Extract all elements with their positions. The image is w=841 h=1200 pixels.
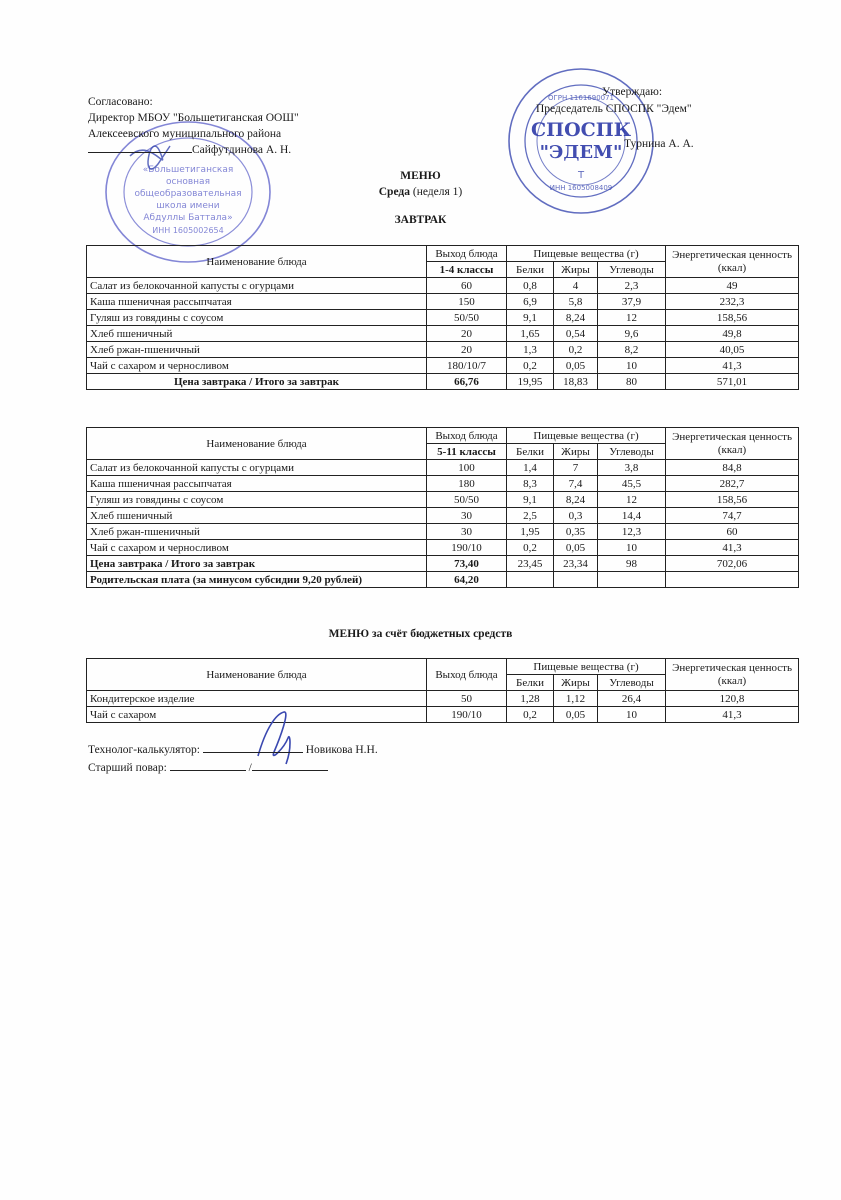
breakfast-table-5-11 xyxy=(86,427,799,588)
header-proteins: Белки xyxy=(507,262,554,278)
dish-proteins: 0,2 xyxy=(507,707,554,723)
dish-output: 60 xyxy=(427,278,507,294)
table-row xyxy=(87,524,799,540)
dish-proteins: 1,3 xyxy=(507,342,554,358)
header-nutrients: Пищевые вещества (г) xyxy=(507,659,666,675)
dish-name: Чай с сахаром и черносливом xyxy=(87,540,427,556)
dish-carbs: 37,9 xyxy=(598,294,666,310)
dish-carbs: 3,8 xyxy=(598,460,666,476)
header-energy: Энергетическая ценность (ккал) xyxy=(666,428,799,460)
menu-day xyxy=(0,186,841,198)
dish-fats: 7,4 xyxy=(554,476,598,492)
total-energy: 571,01 xyxy=(666,374,799,390)
svg-text:СПОСПК: СПОСПК xyxy=(531,119,631,141)
approval-right-position: Председатель СПОСПК "Эдем" xyxy=(536,103,692,115)
cook-separator: / xyxy=(248,762,252,774)
class-label: 1-4 классы xyxy=(427,262,507,278)
dish-name: Гуляш из говядины с соусом xyxy=(87,310,427,326)
table-row xyxy=(87,310,799,326)
header-output: Выход блюда xyxy=(427,428,507,444)
cook-sign-line-2 xyxy=(252,770,328,771)
dish-carbs: 45,5 xyxy=(598,476,666,492)
dish-name: Каша пшеничная рассыпчатая xyxy=(87,294,427,310)
svg-text:"ЭДЕМ": "ЭДЕМ" xyxy=(539,142,623,163)
parent-fee-value: 64,20 xyxy=(427,572,507,588)
header-nutrients: Пищевые вещества (г) xyxy=(507,246,666,262)
header-dish: Наименование блюда xyxy=(87,246,427,278)
dish-carbs: 12 xyxy=(598,492,666,508)
dish-output: 20 xyxy=(427,326,507,342)
dish-fats: 7 xyxy=(554,460,598,476)
dish-name: Хлеб ржан-пшеничный xyxy=(87,342,427,358)
total-row xyxy=(87,556,799,572)
header-dish: Наименование блюда xyxy=(87,659,427,691)
dish-fats: 0,05 xyxy=(554,540,598,556)
technologist-sign-line xyxy=(203,752,303,753)
dish-proteins: 1,4 xyxy=(507,460,554,476)
header-fats: Жиры xyxy=(554,675,598,691)
dish-energy: 41,3 xyxy=(666,707,799,723)
dish-name: Хлеб пшеничный xyxy=(87,508,427,524)
approval-left-signature-line xyxy=(88,142,299,158)
dish-fats: 0,54 xyxy=(554,326,598,342)
dish-energy: 158,56 xyxy=(666,492,799,508)
approval-left-position: Директор МБОУ "Большетиганская ООШ" xyxy=(88,112,299,124)
total-carbs: 80 xyxy=(598,374,666,390)
dish-output: 180 xyxy=(427,476,507,492)
dish-name: Хлеб ржан-пшеничный xyxy=(87,524,427,540)
dish-fats: 0,05 xyxy=(554,707,598,723)
dish-output: 50/50 xyxy=(427,492,507,508)
empty-cell xyxy=(554,572,598,588)
svg-text:ИНН 1605002654: ИНН 1605002654 xyxy=(152,226,224,235)
dish-carbs: 10 xyxy=(598,707,666,723)
dish-carbs: 14,4 xyxy=(598,508,666,524)
dish-fats: 0,05 xyxy=(554,358,598,374)
empty-cell xyxy=(507,572,554,588)
approval-right-name: Турнина А. А. xyxy=(624,138,694,150)
dish-energy: 120,8 xyxy=(666,691,799,707)
dish-output: 30 xyxy=(427,508,507,524)
cook-label: Старший повар: xyxy=(88,762,167,774)
dish-carbs: 12,3 xyxy=(598,524,666,540)
dish-fats: 1,12 xyxy=(554,691,598,707)
dish-carbs: 26,4 xyxy=(598,691,666,707)
dish-carbs: 8,2 xyxy=(598,342,666,358)
dish-proteins: 9,1 xyxy=(507,310,554,326)
dish-output: 190/10 xyxy=(427,707,507,723)
dish-output: 100 xyxy=(427,460,507,476)
table-row xyxy=(87,476,799,492)
menu-title: МЕНЮ xyxy=(400,170,441,182)
dish-output: 50 xyxy=(427,691,507,707)
header-proteins: Белки xyxy=(507,675,554,691)
header-output: Выход блюда xyxy=(427,659,507,691)
dish-energy: 41,3 xyxy=(666,540,799,556)
total-energy: 702,06 xyxy=(666,556,799,572)
approval-right-label: Утверждаю: xyxy=(602,86,663,98)
technologist-label: Технолог-калькулятор: xyxy=(88,744,200,756)
dish-energy: 60 xyxy=(666,524,799,540)
header-nutrients: Пищевые вещества (г) xyxy=(507,428,666,444)
table-row xyxy=(87,707,799,723)
total-price: 66,76 xyxy=(427,374,507,390)
dish-proteins: 6,9 xyxy=(507,294,554,310)
dish-output: 20 xyxy=(427,342,507,358)
dish-output: 30 xyxy=(427,524,507,540)
dish-proteins: 1,28 xyxy=(507,691,554,707)
meal-title: ЗАВТРАК xyxy=(394,214,447,226)
header-carbs: Углеводы xyxy=(598,444,666,460)
empty-cell xyxy=(598,572,666,588)
dish-name: Гуляш из говядины с соусом xyxy=(87,492,427,508)
total-proteins: 19,95 xyxy=(507,374,554,390)
dish-fats: 0,3 xyxy=(554,508,598,524)
table-row xyxy=(87,691,799,707)
menu-day-week: (неделя 1) xyxy=(409,186,463,198)
table-row xyxy=(87,492,799,508)
total-price: 73,40 xyxy=(427,556,507,572)
table-row xyxy=(87,342,799,358)
dish-proteins: 9,1 xyxy=(507,492,554,508)
dish-carbs: 10 xyxy=(598,358,666,374)
approval-left-name: Сайфутдинова А. Н. xyxy=(192,144,292,156)
dish-energy: 41,3 xyxy=(666,358,799,374)
dish-fats: 4 xyxy=(554,278,598,294)
dish-name: Чай с сахаром и черносливом xyxy=(87,358,427,374)
technologist-name: Новикова Н.Н. xyxy=(305,744,378,756)
header-carbs: Углеводы xyxy=(598,262,666,278)
header-fats: Жиры xyxy=(554,262,598,278)
svg-text:Абдуллы Баттала»: Абдуллы Баттала» xyxy=(143,213,233,223)
dish-proteins: 0,2 xyxy=(507,540,554,556)
dish-energy: 84,8 xyxy=(666,460,799,476)
table-row xyxy=(87,358,799,374)
dish-name: Кондитерское изделие xyxy=(87,691,427,707)
dish-carbs: 10 xyxy=(598,540,666,556)
svg-text:школа имени: школа имени xyxy=(156,201,220,211)
technologist-line xyxy=(88,744,378,756)
svg-text:ОГРН 1161690071: ОГРН 1161690071 xyxy=(547,94,615,102)
approval-left-district: Алексеевского муниципального района xyxy=(88,128,282,140)
cook-sign-line xyxy=(170,770,246,771)
table-row xyxy=(87,326,799,342)
table-row xyxy=(87,294,799,310)
total-fats: 23,34 xyxy=(554,556,598,572)
budget-title: МЕНЮ за счёт бюджетных средств xyxy=(328,628,513,640)
dish-energy: 49 xyxy=(666,278,799,294)
dish-name: Каша пшеничная рассыпчатая xyxy=(87,476,427,492)
total-label: Цена завтрака / Итого за завтрак xyxy=(87,556,427,572)
dish-name: Салат из белокочанной капусты с огурцами xyxy=(87,278,427,294)
svg-text:основная: основная xyxy=(166,177,210,187)
dish-output: 180/10/7 xyxy=(427,358,507,374)
parent-fee-row xyxy=(87,572,799,588)
dish-fats: 0,35 xyxy=(554,524,598,540)
svg-text:ИНН 1605008409: ИНН 1605008409 xyxy=(549,184,613,192)
header-dish: Наименование блюда xyxy=(87,428,427,460)
header-proteins: Белки xyxy=(507,444,554,460)
dish-fats: 8,24 xyxy=(554,492,598,508)
dish-name: Чай с сахаром xyxy=(87,707,427,723)
dish-fats: 0,2 xyxy=(554,342,598,358)
dish-name: Хлеб пшеничный xyxy=(87,326,427,342)
dish-energy: 282,7 xyxy=(666,476,799,492)
dish-energy: 40,05 xyxy=(666,342,799,358)
svg-text:общеобразовательная: общеобразовательная xyxy=(134,189,242,199)
table-row xyxy=(87,508,799,524)
table-row xyxy=(87,278,799,294)
total-carbs: 98 xyxy=(598,556,666,572)
total-label: Цена завтрака / Итого за завтрак xyxy=(87,374,427,390)
svg-text:Т: Т xyxy=(577,170,585,181)
total-proteins: 23,45 xyxy=(507,556,554,572)
approval-left xyxy=(88,94,299,158)
table-row xyxy=(87,460,799,476)
dish-energy: 158,56 xyxy=(666,310,799,326)
cook-line xyxy=(88,762,328,774)
header-energy: Энергетическая ценность (ккал) xyxy=(666,659,799,691)
header-carbs: Углеводы xyxy=(598,675,666,691)
dish-energy: 232,3 xyxy=(666,294,799,310)
dish-fats: 8,24 xyxy=(554,310,598,326)
dish-carbs: 12 xyxy=(598,310,666,326)
dish-proteins: 1,65 xyxy=(507,326,554,342)
dish-energy: 49,8 xyxy=(666,326,799,342)
dish-output: 50/50 xyxy=(427,310,507,326)
class-label: 5-11 классы xyxy=(427,444,507,460)
approval-right xyxy=(536,84,694,153)
dish-output: 190/10 xyxy=(427,540,507,556)
total-row xyxy=(87,374,799,390)
svg-text:«Большетиганская: «Большетиганская xyxy=(142,165,234,175)
dish-proteins: 0,2 xyxy=(507,358,554,374)
parent-fee-label: Родительская плата (за минусом субсидии 9,20 рублей) xyxy=(87,572,427,588)
dish-fats: 5,8 xyxy=(554,294,598,310)
dish-proteins: 2,5 xyxy=(507,508,554,524)
dish-carbs: 9,6 xyxy=(598,326,666,342)
approval-left-label: Согласовано: xyxy=(88,96,153,108)
header-energy: Энергетическая ценность (ккал) xyxy=(666,246,799,278)
dish-proteins: 0,8 xyxy=(507,278,554,294)
header-fats: Жиры xyxy=(554,444,598,460)
empty-cell xyxy=(666,572,799,588)
table-row xyxy=(87,540,799,556)
dish-output: 150 xyxy=(427,294,507,310)
menu-day-name: Среда xyxy=(378,186,410,198)
dish-carbs: 2,3 xyxy=(598,278,666,294)
total-fats: 18,83 xyxy=(554,374,598,390)
breakfast-table-1-4 xyxy=(86,245,799,390)
dish-proteins: 1,95 xyxy=(507,524,554,540)
dish-energy: 74,7 xyxy=(666,508,799,524)
budget-table xyxy=(86,658,799,723)
dish-name: Салат из белокочанной капусты с огурцами xyxy=(87,460,427,476)
dish-proteins: 8,3 xyxy=(507,476,554,492)
header-output: Выход блюда xyxy=(427,246,507,262)
